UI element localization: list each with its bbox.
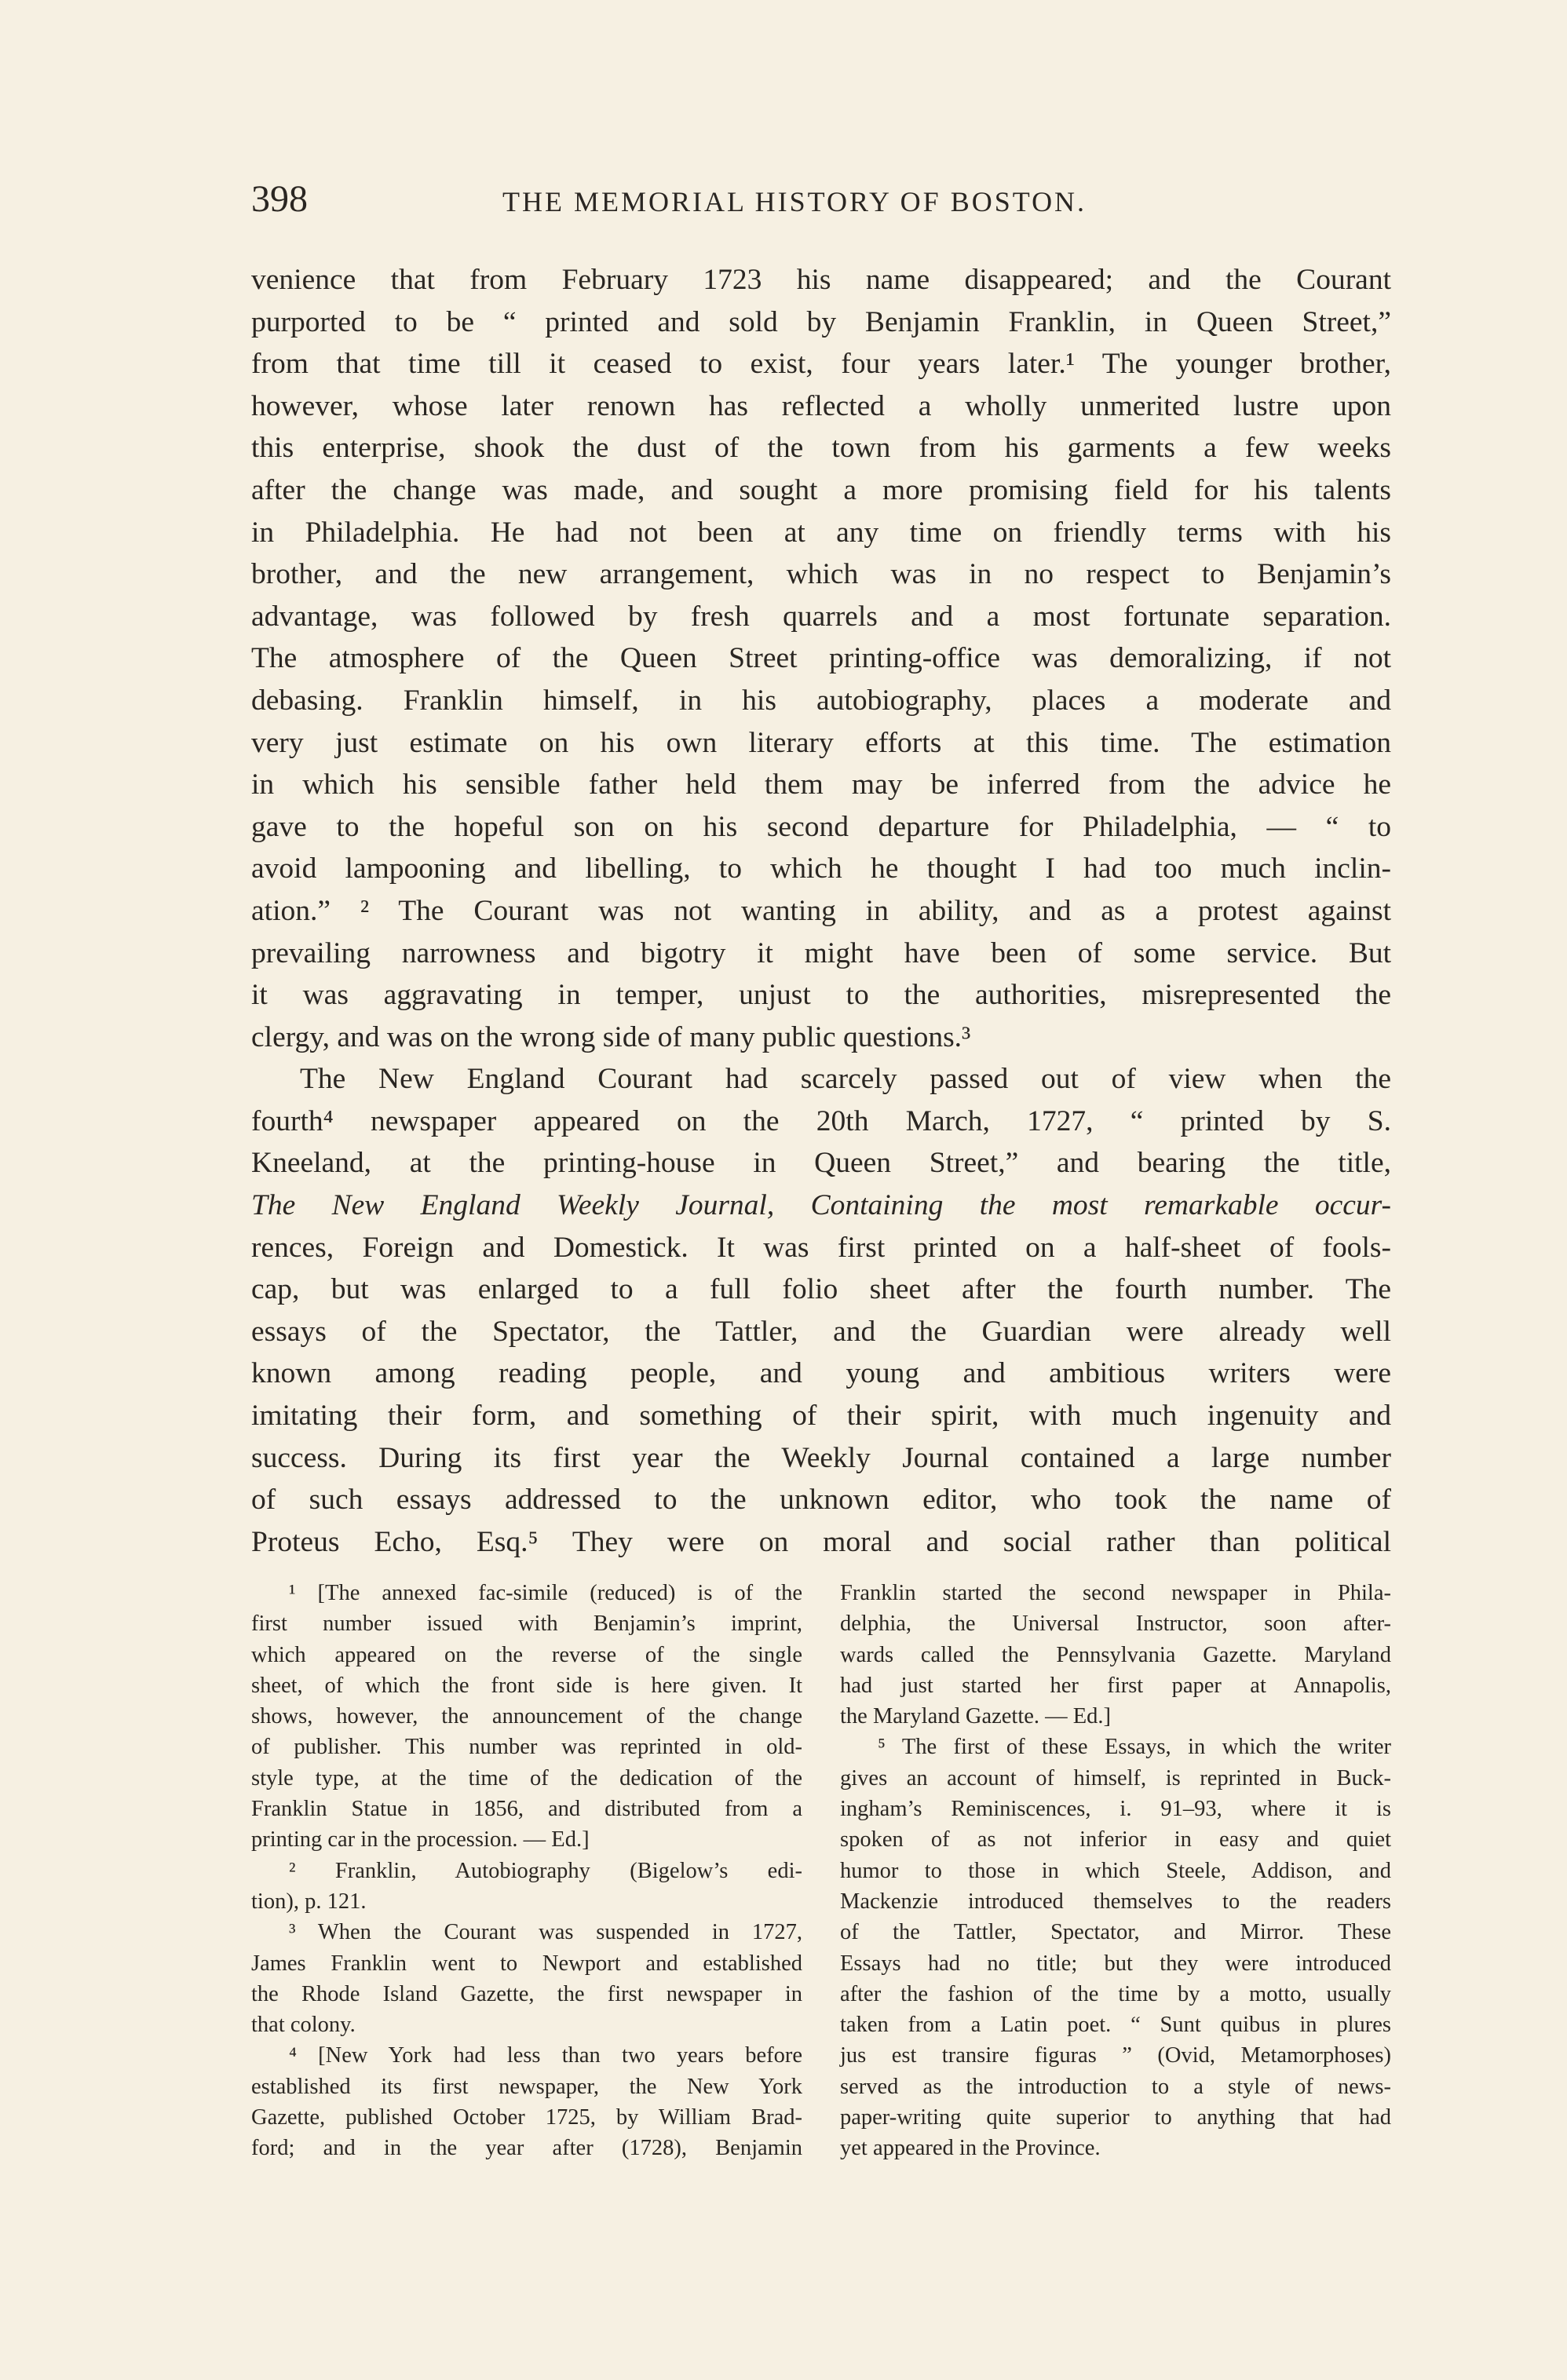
footnote-line: ford; and in the year after (1728), Benjamin: [251, 2136, 802, 2161]
footnote-line: Franklin Statue in 1856, and distributed from a: [251, 1797, 802, 1822]
footnotes-left-column: [251, 1578, 802, 2164]
body-line: The atmosphere of the Queen Street printing-office was demoralizing, if not: [251, 642, 1391, 675]
footnote-line: Gazette, published October 1725, by William Brad-: [251, 2105, 802, 2130]
body-line: clergy, and was on the wrong side of many public questions.³: [251, 1020, 971, 1053]
body-line: The New England Weekly Journal, Containing the most remarkable occur-: [251, 1189, 1391, 1222]
footnote-line: gives an account of himself, is reprinted in Buck-: [840, 1765, 1391, 1790]
body-line: imitating their form, and something of their spirit, with much ingenuity and: [251, 1400, 1391, 1433]
footnote-line: after the fashion of the time by a motto, usually: [840, 1981, 1391, 2006]
body-line: this enterprise, shook the dust of the town from his garments a few weeks: [251, 432, 1391, 465]
footnote-line: delphia, the Universal Instructor, soon after-: [840, 1612, 1391, 1637]
footnote-line: first number issued with Benjamin’s imprint,: [251, 1612, 802, 1637]
footnote-line: Mackenzie introduced themselves to the readers: [840, 1889, 1391, 1914]
footnote-line: taken from a Latin poet. “ Sunt quibus in plures: [840, 2013, 1391, 2038]
body-line: avoid lampooning and libelling, to which he thought I had too much inclin-: [251, 852, 1391, 885]
footnote-line: the Maryland Gazette. — Ed.]: [840, 1704, 1112, 1729]
body-line: fourth⁴ newspaper appeared on the 20th March, 1727, “ printed by S.: [251, 1104, 1391, 1137]
body-line: Proteus Echo, Esq.⁵ They were on moral and social rather than political: [251, 1525, 1391, 1558]
footnote-line: ² Franklin, Autobiography (Bigelow’s edi-: [289, 1858, 802, 1883]
footnote-line: served as the introduction to a style of news-: [840, 2074, 1391, 2099]
footnote-line: ³ When the Courant was suspended in 1727,: [289, 1920, 802, 1945]
footnote-line: shows, however, the announcement of the change: [251, 1704, 802, 1729]
body-line: gave to the hopeful son on his second departure for Philadelphia, — “ to: [251, 810, 1391, 843]
footnote-line: tion), p. 121.: [251, 1889, 367, 1914]
body-line: ation.” ² The Courant was not wanting in ability, and as a protest against: [251, 894, 1391, 927]
body-line: venience that from February 1723 his name disappeared; and the Courant: [251, 264, 1391, 296]
footnote-line: ⁵ The first of these Essays, in which the writer: [878, 1735, 1391, 1760]
body-text: [251, 259, 1391, 1563]
footnote-line: James Franklin went to Newport and established: [251, 1951, 802, 1976]
body-line: cap, but was enlarged to a full folio sheet after the fourth number. The: [251, 1273, 1391, 1306]
footnote-line: humor to those in which Steele, Addison, and: [840, 1858, 1391, 1883]
body-line: brother, and the new arrangement, which was in no respect to Benjamin’s: [251, 558, 1391, 591]
footnotes: [251, 1578, 1391, 2164]
body-line: very just estimate on his own literary efforts at this time. The estimation: [251, 726, 1391, 759]
body-line: from that time till it ceased to exist, four years later.¹ The younger brother,: [251, 348, 1391, 381]
footnote-line: of the Tattler, Spectator, and Mirror. These: [840, 1920, 1391, 1945]
footnote-line: jus est transire figuras ” (Ovid, Metamorphoses): [840, 2043, 1391, 2068]
footnote-line: sheet, of which the front side is here given. It: [251, 1673, 802, 1698]
body-line: The New England Courant had scarcely passed out of view when the: [300, 1063, 1391, 1096]
footnote-line: ⁴ [New York had less than two years before: [289, 2043, 802, 2068]
footnote-line: ingham’s Reminiscences, i. 91–93, where it is: [840, 1797, 1391, 1822]
footnote-line: the Rhode Island Gazette, the first newspaper in: [251, 1981, 802, 2006]
footnote-line: Essays had no title; but they were introduced: [840, 1951, 1391, 1976]
footnote-line: ¹ [The annexed fac-simile (reduced) is of the: [289, 1581, 802, 1605]
body-line: prevailing narrowness and bigotry it might have been of some service. But: [251, 936, 1391, 969]
footnote-line: spoken of as not inferior in easy and quiet: [840, 1827, 1391, 1853]
page-number: 398: [251, 178, 308, 220]
footnote-line: established its first newspaper, the New York: [251, 2074, 802, 2099]
footnote-line: printing car in the procession. — Ed.]: [251, 1827, 590, 1853]
footnote-line: yet appeared in the Province.: [840, 2136, 1101, 2161]
body-line: purported to be “ printed and sold by Benjamin Franklin, in Queen Street,”: [251, 305, 1391, 338]
running-title: THE MEMORIAL HISTORY OF BOSTON.: [502, 186, 1087, 217]
footnote-line: which appeared on the reverse of the single: [251, 1642, 802, 1667]
footnote-line: wards called the Pennsylvania Gazette. Maryland: [840, 1642, 1391, 1667]
body-line: rences, Foreign and Domestick. It was first printed on a half-sheet of fools-: [251, 1231, 1391, 1264]
page-header: [251, 177, 1391, 240]
footnote-line: of publisher. This number was reprinted in old-: [251, 1735, 802, 1760]
footnote-line: that colony.: [251, 2013, 356, 2038]
body-line: in which his sensible father held them may be inferred from the advice he: [251, 768, 1391, 801]
footnote-line: style type, at the time of the dedication of the: [251, 1765, 802, 1790]
body-line: of such essays addressed to the unknown editor, who took the name of: [251, 1484, 1391, 1517]
body-line: advantage, was followed by fresh quarrels and a most fortunate separation.: [251, 600, 1391, 633]
body-line: known among reading people, and young and ambitious writers were: [251, 1357, 1391, 1390]
body-line: in Philadelphia. He had not been at any time on friendly terms with his: [251, 516, 1391, 549]
body-line: Kneeland, at the printing-house in Queen Street,” and bearing the title,: [251, 1147, 1391, 1180]
body-line: success. During its first year the Weekly Journal contained a large number: [251, 1441, 1391, 1474]
body-line: however, whose later renown has reflected a wholly unmerited lustre upon: [251, 389, 1391, 422]
body-line: it was aggravating in temper, unjust to the authorities, misrepresented the: [251, 979, 1391, 1012]
body-line: essays of the Spectator, the Tattler, and the Guardian were already well: [251, 1315, 1391, 1348]
footnote-line: had just started her first paper at Annapolis,: [840, 1673, 1391, 1698]
footnotes-right-column: [840, 1578, 1391, 2164]
footnote-line: paper-writing quite superior to anything that had: [840, 2105, 1391, 2130]
footnote-line: Franklin started the second newspaper in Phila-: [840, 1581, 1391, 1605]
body-line: after the change was made, and sought a more promising field for his talents: [251, 473, 1391, 506]
body-line: debasing. Franklin himself, in his autobiography, places a moderate and: [251, 684, 1391, 717]
